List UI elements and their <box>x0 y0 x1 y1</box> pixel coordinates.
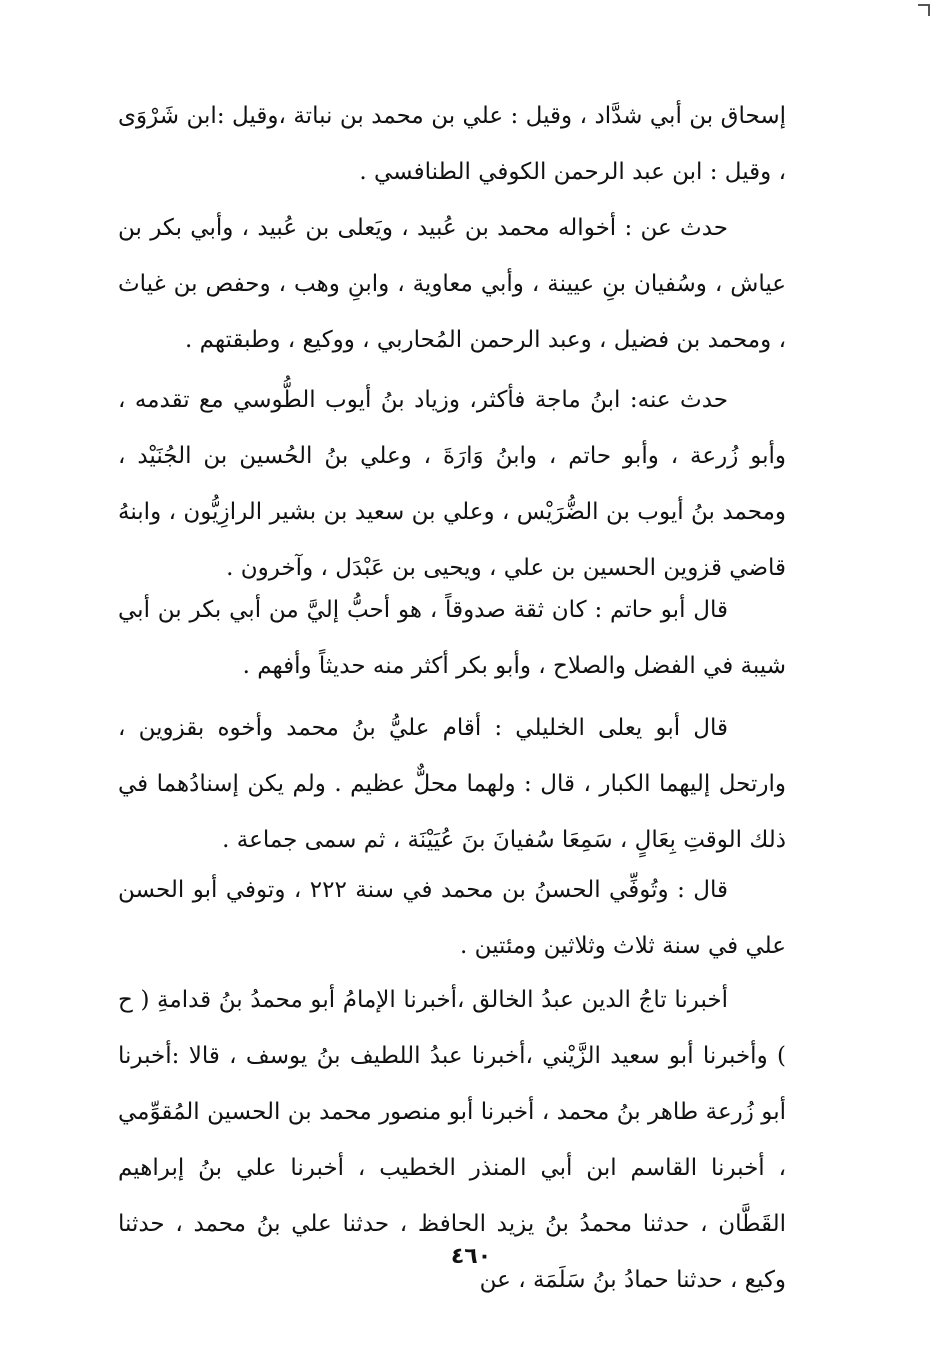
line: أخبرنا تاجُ الدين عبدُ الخالق ،أخبرنا الإمامُ أبو محمدُ بنُ قدامةِ ( ح ) <box>118 987 787 1069</box>
paragraph-3 <box>118 372 786 596</box>
page-number: ٤٦٠ <box>450 1244 492 1269</box>
line: إسحاق بن أبي شدَّاد ، وقيل : علي بن محمد بن نباتة ،وقيل :ابن شَرْوَى ، <box>118 103 786 185</box>
paragraph-2-text <box>118 200 786 368</box>
paragraph-4-text <box>118 582 786 694</box>
line: يزيد الحافظ ، حدثنا علي بنُ محمد ، حدثنا وكيع ، حدثنا حمادُ بنُ سَلَمَة ، عن <box>118 1211 786 1293</box>
paragraph-5 <box>118 700 786 868</box>
paragraph-6 <box>118 862 786 974</box>
line: إليهما الكبار ، قال : ولهما محلٌّ عظيم . ولم يكن إسنادُهما في ذلك الوقتِ <box>118 771 786 853</box>
line: حدث عن : أخواله محمد بن عُبيد ، ويَعلى بن عُبيد ، وأبي بكر بن <box>118 215 728 241</box>
paragraph-1 <box>118 88 786 200</box>
paragraph-6-text <box>118 862 786 974</box>
line: قال أبو حاتم : كان ثقة صدوقاً ، هو أحبُّ إليَّ من أبي بكر بن أبي شيبة <box>118 597 786 679</box>
paragraph-1-text <box>118 88 786 200</box>
line: وقيل : ابن عبد الرحمن الكوفي الطنافسي . <box>359 159 772 185</box>
line: زُرعة ، وأبو حاتم ، وابنُ وَارَةَ ، وعلي بنُ الحُسين بن الجُنَيْد ، ومحمد بنُ <box>118 443 787 525</box>
line: قال : وتُوفِّي الحسنُ بن محمد في سنة ٢٢٢ ، وتوفي أبو الحسن علي <box>118 877 786 959</box>
line: بِعَالٍ ، سَمِعَا سُفيانَ بنَ عُيَيْنَة ، ثم سمى جماعة . <box>222 827 676 853</box>
line: وأخبرنا أبو سعيد الزَّيْني ،أخبرنا عبدُ اللطيف بنُ يوسف ، قالا :أخبرنا أبو زُرعة <box>118 1043 786 1125</box>
paragraph-5-text <box>118 700 786 868</box>
line: ومحمد بن فضيل ، وعبد الرحمن المُحاربي ، ووكيع ، وطبقتهم . <box>185 327 772 353</box>
line: في الفضل والصلاح ، وأبو بكر أكثر منه حديثاً وأفهم . <box>242 653 734 679</box>
line: ابن أبي المنذر الخطيب ، أخبرنا علي بنُ إبراهيم القَطَّان ، حدثنا محمدُ بنُ <box>118 1155 786 1237</box>
line: حدث عنه: ابنُ ماجة فأكثر، وزياد بنُ أيوب الطُّوسي مع تقدمه ، وأبو <box>118 387 787 469</box>
corner-crop-mark <box>918 4 930 16</box>
line: أيوب بن الضُّرَيْس ، وعلي بن سعيد بن بشير الرازِيُّون ، وابنهُ قاضي قزوين <box>118 499 786 581</box>
paragraph-2 <box>118 200 786 368</box>
line: عياش ، وسُفيان بنِ عيينة ، وأبي معاوية ، وابنِ وهب ، وحفص بن غياث ، <box>118 271 786 353</box>
line: في سنة ثلاث وثلاثين ومئتين . <box>459 933 739 959</box>
paragraph-4 <box>118 582 786 694</box>
paragraph-3-text <box>118 372 786 596</box>
line: طاهر بنُ محمد ، أخبرنا أبو منصور محمد بن الحسين المُقوِّمي ، أخبرنا القاسم <box>118 1099 787 1181</box>
line: قال أبو يعلى الخليلي : أقام عليُّ بنُ محمد وأخوه بقزوين ، وارتحل <box>118 715 786 797</box>
line: الحسين بن علي ، ويحيى بن عَبْدَل ، وآخرون . <box>226 555 656 581</box>
